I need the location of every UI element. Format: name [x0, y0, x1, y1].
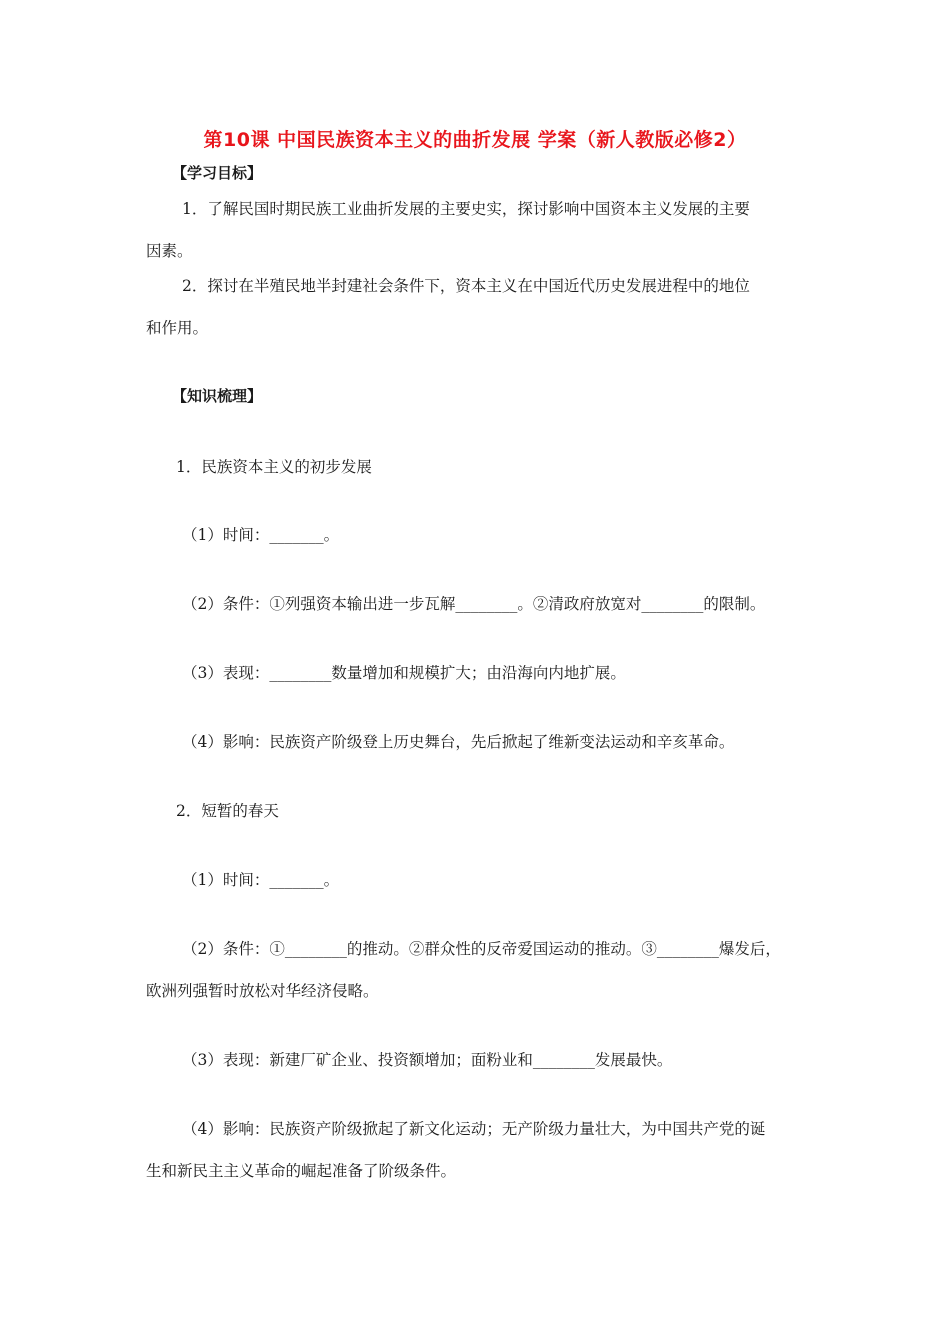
section-2-conditions-line-2: 欧洲列强暂时放松对华经济侵略。	[146, 982, 379, 1000]
section-2-impact-line-2: 生和新民主主义革命的崛起准备了阶级条件。	[146, 1162, 457, 1180]
section-1-time: （1）时间：_______。	[182, 526, 340, 544]
section-1-conditions: （2）条件：①列强资本输出进一步瓦解________。②清政府放宽对________的限制。	[182, 595, 766, 613]
section-2-title: 2．短暂的春天	[176, 802, 279, 820]
objective-2-line-2: 和作用。	[146, 319, 209, 337]
document-title: 第10课 中国民族资本主义的曲折发展 学案（新人教版必修2）	[203, 129, 747, 151]
section-2-impact-line-1: （4）影响：民族资产阶级掀起了新文化运动；无产阶级力量壮大，为中国共产党的诞	[182, 1120, 766, 1138]
section-1-performance: （3）表现：________数量增加和规模扩大；由沿海向内地扩展。	[182, 664, 626, 682]
objective-1-line-1: 1．了解民国时期民族工业曲折发展的主要史实，探讨影响中国资本主义发展的主要	[182, 200, 750, 218]
objective-1-line-2: 因素。	[146, 242, 193, 260]
section-2-time: （1）时间：_______。	[182, 871, 340, 889]
objectives-heading: 【学习目标】	[172, 164, 263, 182]
section-1-title: 1．民族资本主义的初步发展	[176, 458, 372, 476]
objective-2-line-1: 2．探讨在半殖民地半封建社会条件下，资本主义在中国近代历史发展进程中的地位	[182, 277, 750, 295]
section-1-impact: （4）影响：民族资产阶级登上历史舞台，先后掀起了维新变法运动和辛亥革命。	[182, 733, 735, 751]
section-2-conditions-line-1: （2）条件：①________的推动。②群众性的反帝爱国运动的推动。③________爆发后，	[182, 940, 781, 958]
knowledge-heading: 【知识梳理】	[172, 387, 263, 405]
section-2-performance: （3）表现：新建厂矿企业、投资额增加；面粉业和________发展最快。	[182, 1051, 673, 1069]
